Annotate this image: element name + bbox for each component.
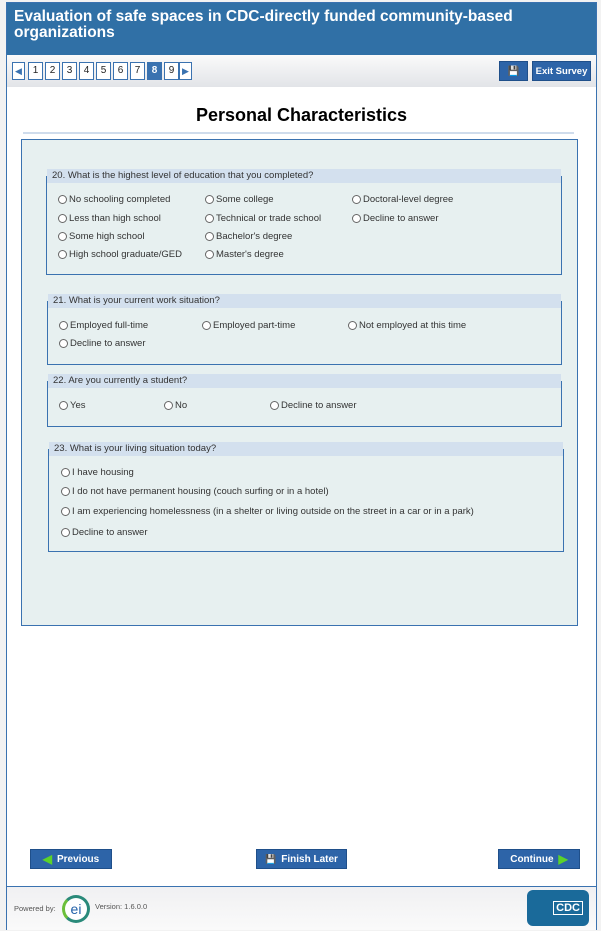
page-1-button[interactable]: 1	[28, 62, 43, 80]
option-label: I have housing	[72, 467, 134, 478]
option-label: Decline to answer	[363, 213, 439, 224]
radio-button[interactable]	[205, 214, 214, 223]
page-2-button[interactable]: 2	[45, 62, 60, 80]
question-label: 21. What is your current work situation?	[48, 294, 561, 308]
q20-option[interactable]	[58, 213, 161, 224]
radio-button[interactable]	[348, 321, 357, 330]
cdc-logo-text: CDC	[553, 901, 583, 915]
radio-button[interactable]	[58, 232, 67, 241]
arrow-left-icon: ◀	[42, 852, 52, 866]
footer	[7, 886, 596, 930]
option-label: Employed full-time	[70, 320, 149, 331]
option-label: No	[175, 400, 188, 411]
q20-option[interactable]	[205, 194, 274, 205]
survey-title: Evaluation of safe spaces in CDC-directly funded community-based organizations	[7, 3, 596, 55]
option-label: Technical or trade school	[216, 213, 322, 224]
next-page-arrow-icon[interactable]: ▶	[179, 62, 192, 80]
radio-button[interactable]	[59, 321, 68, 330]
finish-later-label: Finish Later	[281, 853, 338, 865]
q20-option[interactable]	[205, 231, 292, 242]
arrow-right-icon: ▶	[558, 852, 568, 866]
radio-button[interactable]	[59, 401, 68, 410]
page-9-button[interactable]: 9	[164, 62, 179, 80]
finish-later-button[interactable]	[256, 849, 347, 869]
page-title: Personal Characteristics	[195, 105, 408, 125]
q22-option[interactable]	[164, 400, 187, 411]
option-label: I am experiencing homelessness (in a shelter or living outside on the street in a car or in a park)	[72, 506, 474, 517]
radio-button[interactable]	[59, 339, 68, 348]
option-label: Doctoral-level degree	[363, 194, 454, 205]
page-7-button[interactable]: 7	[130, 62, 145, 80]
q23-option[interactable]	[61, 506, 474, 517]
page-5-button[interactable]: 5	[96, 62, 111, 80]
question-label: 23. What is your living situation today?	[49, 442, 563, 456]
q20-option[interactable]	[205, 249, 284, 260]
continue-label: Continue	[510, 853, 554, 865]
q21-option[interactable]	[59, 320, 148, 331]
q23-option[interactable]	[61, 467, 134, 478]
save-button[interactable]	[499, 61, 528, 81]
page-6-button[interactable]: 6	[113, 62, 128, 80]
powered-by-label: Powered by:	[14, 904, 56, 913]
radio-button[interactable]	[205, 195, 214, 204]
page-nav-bar	[7, 55, 596, 87]
q20-option[interactable]	[58, 194, 170, 205]
q22-option[interactable]	[270, 400, 357, 411]
option-label: High school graduate/GED	[69, 249, 183, 260]
radio-button[interactable]	[58, 195, 67, 204]
floppy-disk-icon: 💾	[265, 853, 277, 864]
q21-option[interactable]	[202, 320, 295, 331]
question-21	[47, 295, 562, 365]
q20-option[interactable]	[352, 213, 439, 224]
question-label: 22. Are you currently a student?	[48, 374, 561, 388]
radio-button[interactable]	[164, 401, 173, 410]
option-label: Yes	[70, 400, 86, 411]
option-label: Some high school	[69, 231, 145, 242]
option-label: Decline to answer	[70, 338, 146, 349]
option-label: Employed part-time	[213, 320, 296, 331]
option-label: Bachelor's degree	[216, 231, 293, 242]
option-label: No schooling completed	[69, 194, 171, 205]
question-label: 20. What is the highest level of education that you completed?	[47, 169, 561, 183]
option-label: Master's degree	[216, 249, 284, 260]
radio-button[interactable]	[61, 468, 70, 477]
q21-option[interactable]	[348, 320, 466, 331]
radio-button[interactable]	[352, 214, 361, 223]
q21-option[interactable]	[59, 338, 146, 349]
ei-logo-text: ei	[70, 901, 82, 917]
radio-button[interactable]	[270, 401, 279, 410]
prev-page-arrow-icon[interactable]: ◀	[12, 62, 25, 80]
radio-button[interactable]	[202, 321, 211, 330]
radio-button[interactable]	[352, 195, 361, 204]
question-20	[46, 170, 562, 275]
radio-button[interactable]	[58, 250, 67, 259]
q23-option[interactable]	[61, 486, 329, 497]
radio-button[interactable]	[205, 232, 214, 241]
radio-button[interactable]	[205, 250, 214, 259]
version-label: Version: 1.6.0.0	[95, 902, 148, 911]
option-label: Decline to answer	[72, 527, 148, 538]
q20-option[interactable]	[58, 249, 182, 260]
ei-logo	[62, 895, 90, 923]
divider	[23, 132, 574, 134]
q20-option[interactable]	[58, 231, 145, 242]
floppy-disk-icon: 💾	[507, 66, 520, 77]
q20-option[interactable]	[352, 194, 453, 205]
page-8-button[interactable]: 8	[147, 62, 162, 80]
page-3-button[interactable]: 3	[62, 62, 77, 80]
cdc-logo	[527, 890, 589, 926]
radio-button[interactable]	[61, 528, 70, 537]
option-label: Decline to answer	[281, 400, 357, 411]
option-label: Not employed at this time	[359, 320, 467, 331]
radio-button[interactable]	[58, 214, 67, 223]
option-label: Less than high school	[69, 213, 161, 224]
radio-button[interactable]	[61, 507, 70, 516]
radio-button[interactable]	[61, 487, 70, 496]
question-panel	[21, 139, 578, 626]
option-label: Some college	[216, 194, 274, 205]
page-4-button[interactable]: 4	[79, 62, 94, 80]
option-label: I do not have permanent housing (couch surfing or in a hotel)	[72, 486, 329, 497]
previous-label: Previous	[56, 853, 100, 865]
q20-option[interactable]	[205, 213, 321, 224]
exit-survey-button[interactable]: Exit Survey	[532, 61, 591, 81]
survey-window	[6, 2, 597, 930]
previous-button[interactable]	[30, 849, 112, 869]
continue-button[interactable]	[498, 849, 580, 869]
q23-option[interactable]	[61, 527, 148, 538]
q22-option[interactable]	[59, 400, 86, 411]
